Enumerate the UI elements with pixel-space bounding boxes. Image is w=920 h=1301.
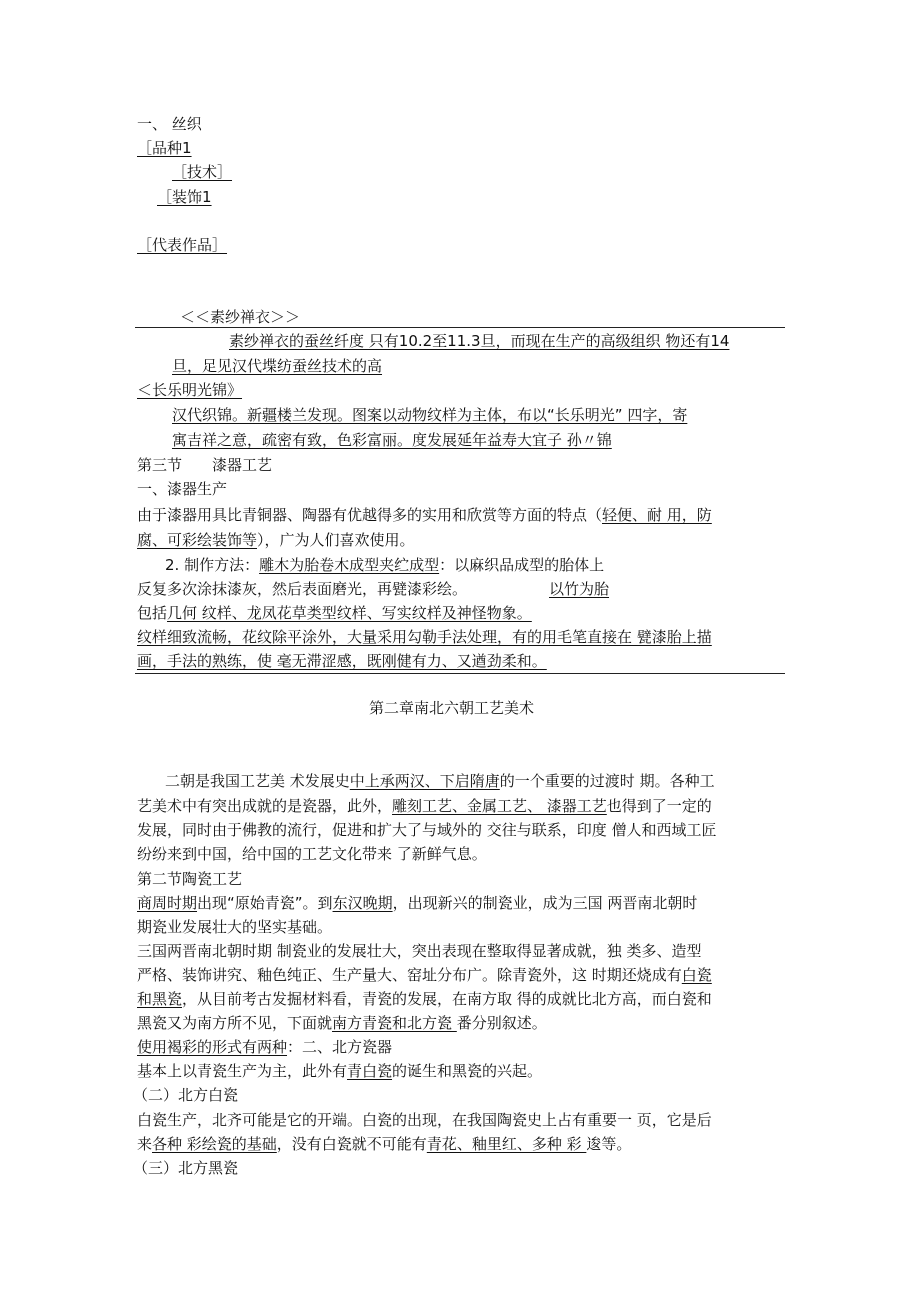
sushachanyi-title: ＜＜素纱禅衣＞＞ <box>180 308 301 326</box>
works-label: ［代表作品］ <box>137 236 228 254</box>
method-line-2: 反复多次涂抹漆灰，然后表面磨光，再甓漆彩绘。 以竹为胎 <box>137 580 610 598</box>
lacquer-subheading: 一、漆器生产 <box>137 480 228 498</box>
ceramics-line-4: 严格、装饰讲究、釉色纯正、生产量大、窑址分布广。除青瓷外，这 时期还烧成有白瓷 <box>137 966 712 984</box>
lacquer-paragraph-1: 由于漆器用具比青铜器、陶器有优越得多的实用和欣赏等方面的特点（轻便、耐 用，防 <box>137 506 712 524</box>
method-line-3: 包括几何 纹样、龙凤花草类型纹样、写实纹样及神怪物象。 <box>137 604 532 622</box>
changle-text-1: 汉代织锦。新疆楼兰发现。图案以动物纹样为主体，布以“长乐明光” 四字，寄 <box>172 406 688 424</box>
intro-line-2: 艺美术中有突出成就的是瓷器，此外，雕刻工艺、金属工艺、 漆器工艺也得到了一定的 <box>137 797 712 815</box>
lacquer-section-title: 第三节 漆器工艺 <box>137 456 273 474</box>
ceramics-line-8: 基本上以青瓷生产为主，此外有青白瓷的诞生和黑瓷的兴起。 <box>137 1062 543 1080</box>
sushachanyi-text-1: 素纱禅衣的蚕丝纤度 只有10.2至11.3旦，而现在生产的高级组织 物还有14 <box>229 332 730 350</box>
method-line-4: 纹样细致流畅，花纹除平涂外，大量采用勾勒手法处理，有的用毛笔直接在 甓漆胎上描 <box>137 628 712 646</box>
decoration-label: ［装饰1 <box>157 188 212 206</box>
intro-line-3: 发展，同时由于佛教的流行，促进和扩大了与域外的 交往与联系，印度 僧人和西域工匠 <box>137 821 717 839</box>
intro-line-1: 二朝是我国工艺美 术发展史中上承两汉、下启隋唐的一个重要的过渡时 期。各种工 <box>165 772 715 790</box>
technique-label: ［技术］ <box>172 163 233 181</box>
method-line-1: 2. 制作方法：雕木为胎卷木成型夹纻成型：以麻织品成型的胎体上 <box>165 556 605 574</box>
intro-line-4: 纷纷来到中国，给中国的工艺文化带来 了新鲜气息。 <box>137 845 487 863</box>
ceramics-line-6: 黑瓷又为南方所不见，下面就南方青瓷和北方瓷 番分别叙述。 <box>137 1014 547 1032</box>
chapter-title: 第二章南北六朝工艺美术 <box>369 699 535 717</box>
north-white-heading: （二）北方白瓷 <box>133 1086 239 1104</box>
ceramics-line-2: 期瓷业发展壮大的坚实基础。 <box>137 918 333 936</box>
white-line-1: 白瓷生产，北齐可能是它的开端。白瓷的出现，在我国陶瓷史上占有重要一 页，它是后 <box>137 1111 712 1129</box>
ceramics-line-5: 和黑瓷，从目前考古发掘材料看，青瓷的发展，在南方取 得的成就比北方高，而白瓷和 <box>137 990 712 1008</box>
sushachanyi-text-2: 旦，足见汉代堞纺蚕丝技术的高 <box>172 357 383 375</box>
ceramics-section-title: 第二节陶瓷工艺 <box>137 870 243 888</box>
method-line-5: 画，手法的熟练，使 毫无滞涩感，既刚健有力、又遒劲柔和。 <box>137 652 547 670</box>
changle-text-2: 寓吉祥之意，疏密有致，色彩富丽。度发展延年益寿大宜子 孙〃锦 <box>172 431 612 449</box>
north-black-heading: （三）北方黑瓷 <box>133 1159 239 1177</box>
white-line-2: 来各种 彩绘瓷的基础，没有白瓷就不可能有青花、釉里红、多种 彩 逡等。 <box>137 1135 632 1153</box>
variety-label: ［品种1 <box>137 139 192 157</box>
ceramics-line-3: 三国两晋南北朝时期 制瓷业的发展壮大，突出表现在整取得显著成就，独 类多、造型 <box>137 942 702 960</box>
ceramics-line-7: 使用褐彩的形式有两种：二、北方瓷器 <box>137 1038 393 1056</box>
changle-title: ＜长乐明光锦》 <box>137 381 243 399</box>
divider <box>135 673 785 674</box>
lacquer-paragraph-2: 腐、可彩绘装饰等），广为人们喜欢使用。 <box>137 531 415 549</box>
ceramics-line-1: 商周时期出现“原始青瓷”。到东汉晚期，出现新兴的制瓷业，成为三国 两晋南北朝时 <box>137 894 698 912</box>
silk-heading: 一、 丝织 <box>137 115 202 133</box>
divider <box>135 327 785 328</box>
